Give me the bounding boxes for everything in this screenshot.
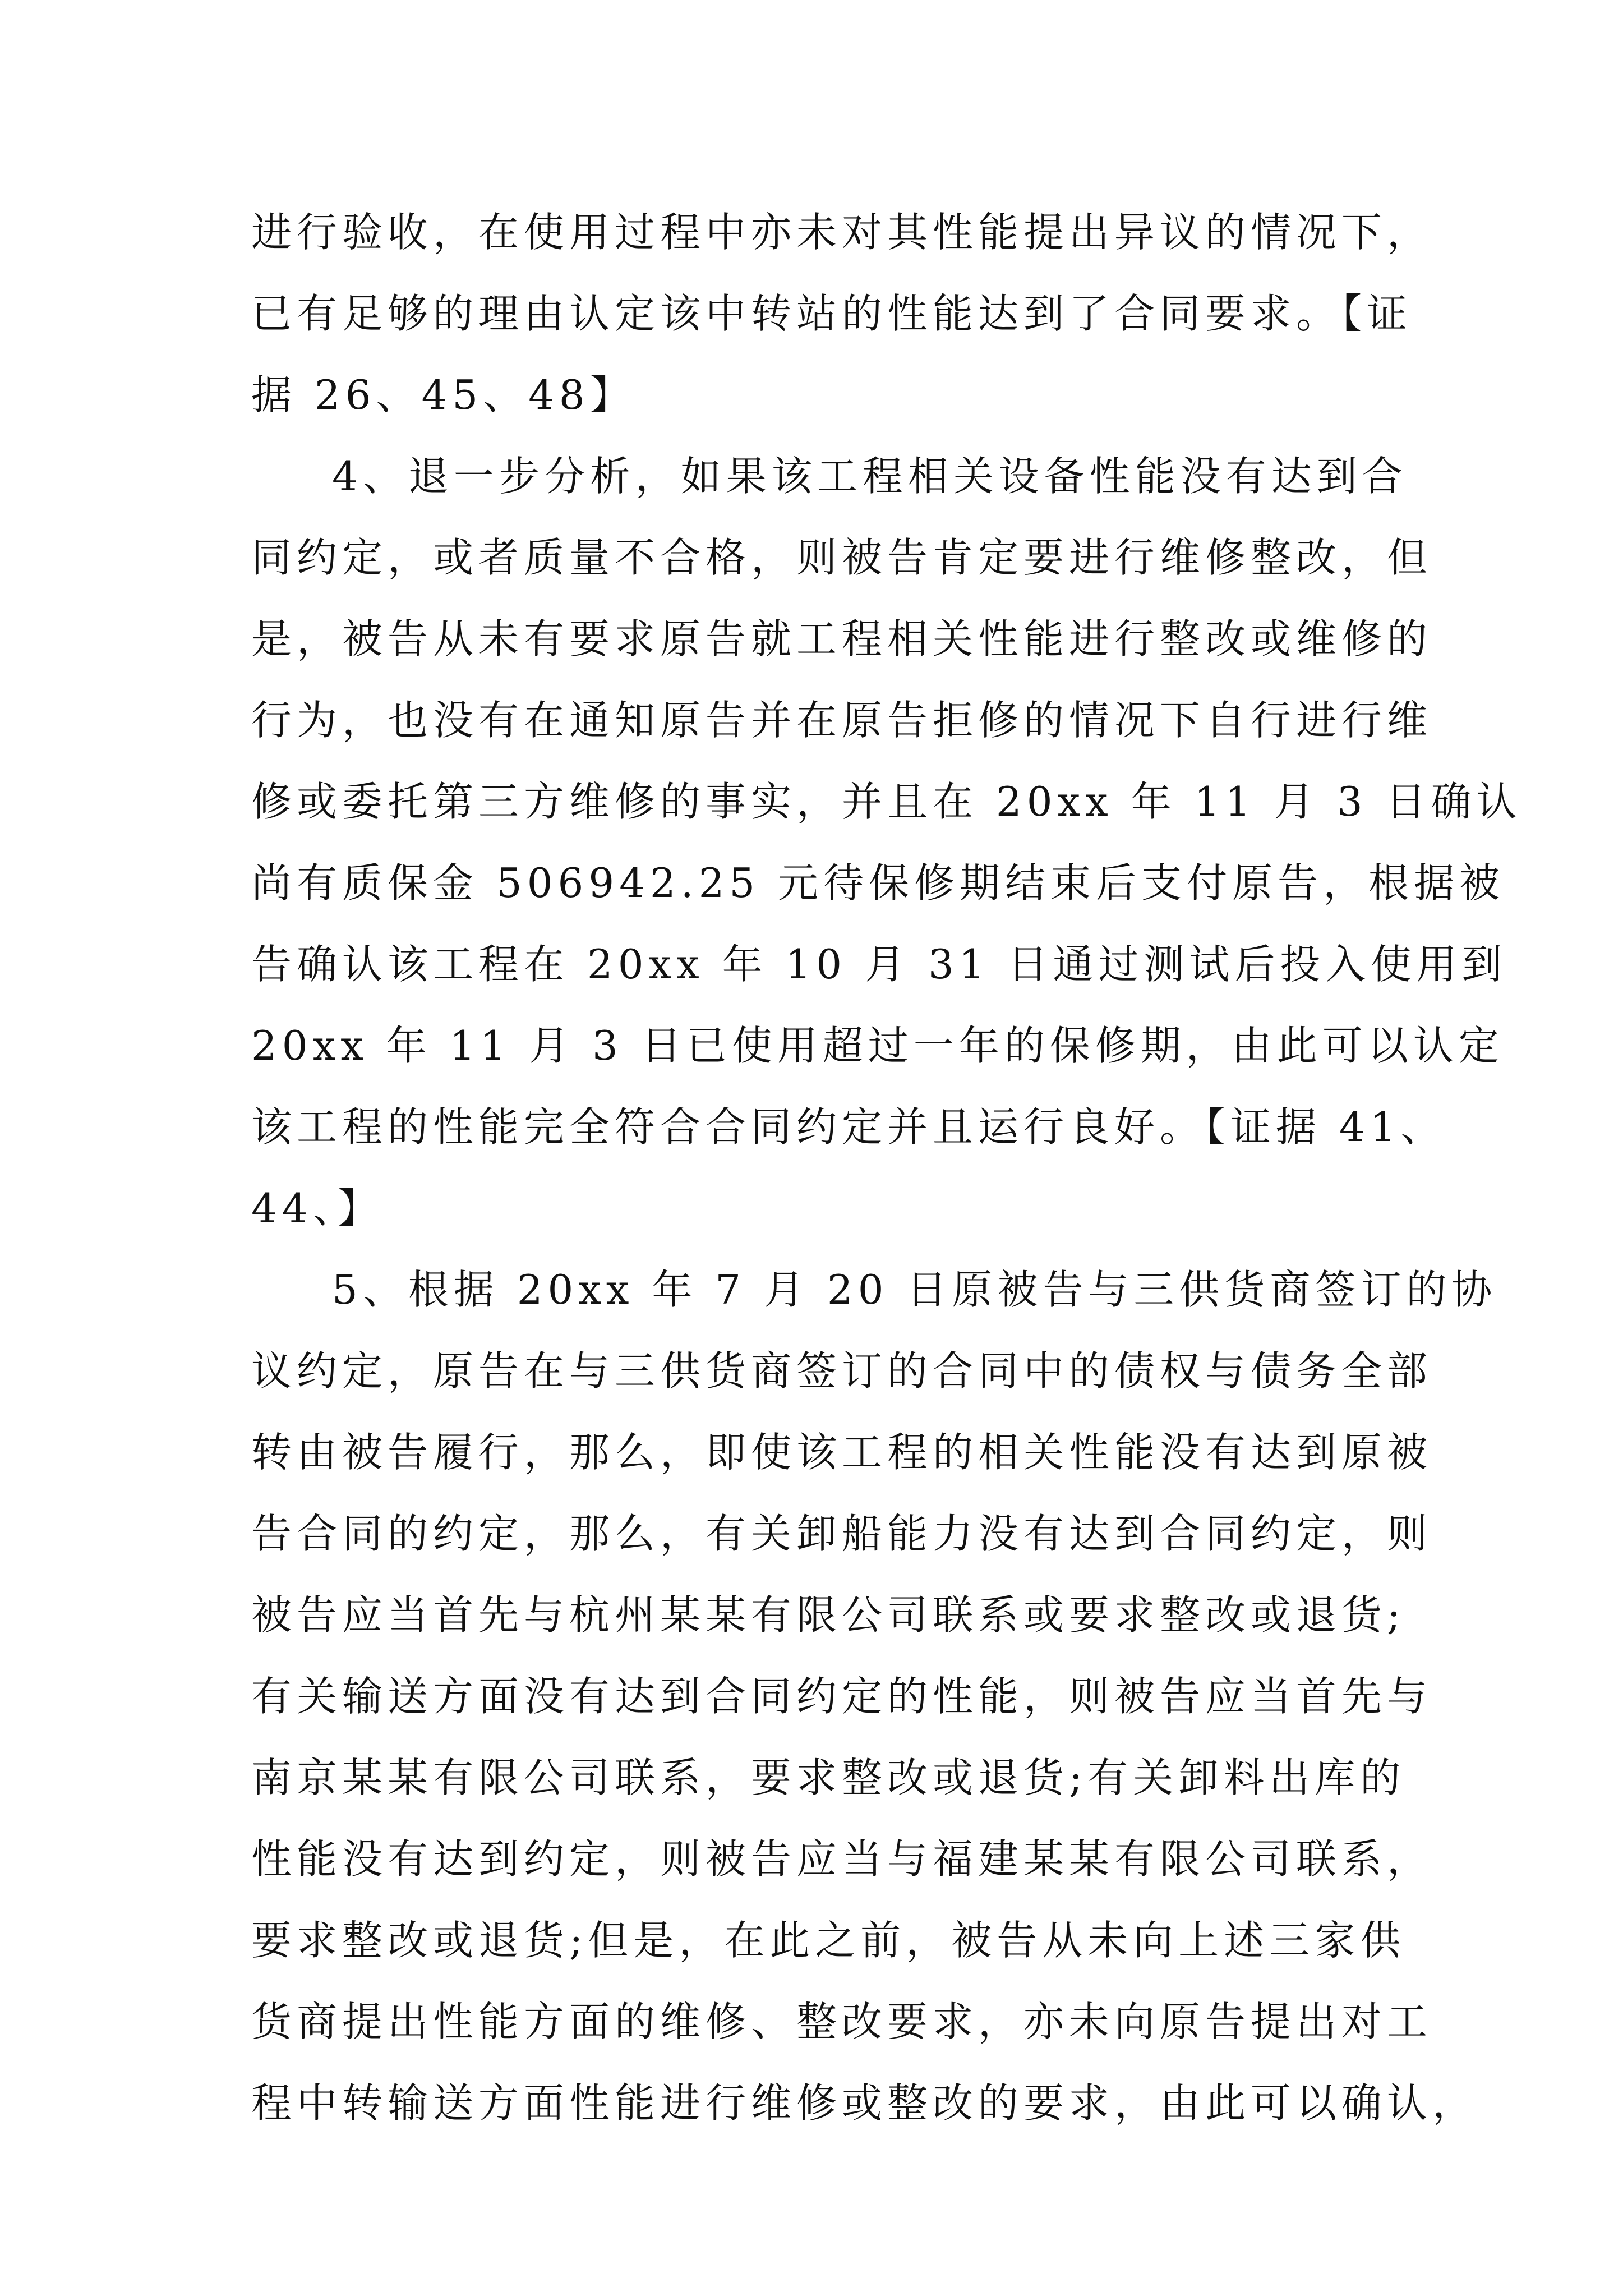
text-line: 44、】 <box>251 1185 384 1232</box>
text-line: 尚有质保金 506942.25 元待保修期结束后支付原告，根据被 <box>251 859 1505 907</box>
text-line: 有关输送方面没有达到合同约定的性能，则被告应当首先与 <box>251 1673 1433 1720</box>
text-line: 20xx 年 11 月 3 日已使用超过一年的保修期，由此可以认定 <box>251 1022 1504 1069</box>
text-line: 议约定，原告在与三供货商签订的合同中的债权与债务全部 <box>251 1347 1433 1395</box>
text-line: 告合同的约定，那么，有关卸船能力没有达到合同约定，则 <box>251 1510 1433 1557</box>
text-line: 告确认该工程在 20xx 年 10 月 31 日通过测试后投入使用到 <box>251 941 1507 988</box>
paragraph-start-line: 5、根据 20xx 年 7 月 20 日原被告与三供货商签订的协 <box>332 1266 1497 1313</box>
text-line: 程中转输送方面性能进行维修或整改的要求，由此可以确认， <box>251 2079 1478 2127</box>
text-line: 据 26、45、48】 <box>251 371 635 418</box>
text-line: 是，被告从未有要求原告就工程相关性能进行整改或维修的 <box>251 615 1433 662</box>
document-body <box>251 192 1522 2144</box>
text-line: 要求整改或退货;但是，在此之前，被告从未向上述三家供 <box>251 1917 1406 1964</box>
text-line: 修或委托第三方维修的事实，并且在 20xx 年 11 月 3 日确认 <box>251 778 1522 825</box>
text-line: 行为，也没有在通知原告并在原告拒修的情况下自行进行维 <box>251 697 1433 744</box>
text-line: 性能没有达到约定，则被告应当与福建某某有限公司联系， <box>251 1835 1433 1883</box>
text-line: 该工程的性能完全符合合同约定并且运行良好。【证据 41、 <box>251 1103 1446 1151</box>
text-line: 南京某某有限公司联系，要求整改或退货;有关卸料出库的 <box>251 1754 1406 1801</box>
text-line: 同约定，或者质量不合格，则被告肯定要进行维修整改，但 <box>251 534 1433 581</box>
text-line: 货商提出性能方面的维修、整改要求，亦未向原告提出对工 <box>251 1998 1433 2045</box>
text-line: 转由被告履行，那么，即使该工程的相关性能没有达到原被 <box>251 1429 1433 1476</box>
text-line: 被告应当首先与杭州某某有限公司联系或要求整改或退货; <box>251 1591 1406 1639</box>
paragraph-start-line: 4、退一步分析，如果该工程相关设备性能没有达到合 <box>332 453 1408 500</box>
text-line: 已有足够的理由认定该中转站的性能达到了合同要求。【证 <box>251 290 1413 337</box>
text-line: 进行验收，在使用过程中亦未对其性能提出异议的情况下， <box>251 209 1433 256</box>
